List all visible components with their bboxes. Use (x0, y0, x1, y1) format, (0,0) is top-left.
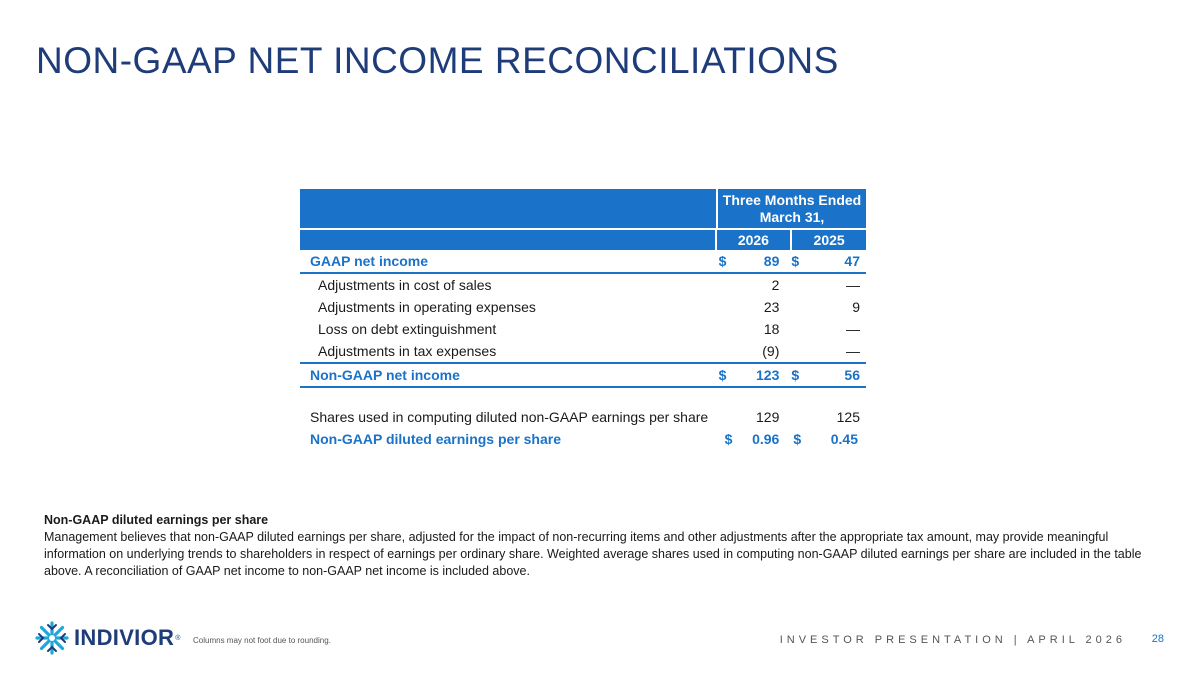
value-2026: 129 (756, 409, 780, 425)
row-label: GAAP net income (310, 253, 428, 269)
value-cell-2025 (785, 431, 866, 447)
page-title: NON-GAAP NET INCOME RECONCILIATIONS (36, 40, 839, 81)
value-cell-2026 (713, 321, 786, 337)
row-label: Adjustments in tax expenses (318, 343, 497, 359)
value-cell-2025 (785, 367, 866, 383)
company-logo (34, 620, 180, 656)
row-label: Non-GAAP net income (310, 367, 460, 383)
value-2025: 56 (844, 367, 860, 383)
reconciliation-table (300, 189, 866, 450)
page-number: 28 (1151, 633, 1164, 645)
value-cell-2026 (713, 367, 786, 383)
year-2025-header: 2025 (790, 230, 866, 250)
value-2026: 2 (771, 277, 780, 293)
value-2026: (9) (762, 343, 780, 359)
table-row (300, 274, 866, 296)
value-2026: 123 (756, 367, 780, 383)
indivior-snowflake-logo-icon (34, 620, 70, 656)
spacer (300, 388, 866, 406)
row-label: Shares used in computing diluted non-GAAP earnings per share (310, 409, 709, 425)
logo-wordmark: INDIVIOR (74, 625, 175, 650)
value-cell-2026 (713, 409, 786, 425)
explanatory-note (44, 512, 1159, 580)
value-2026: 18 (763, 321, 780, 337)
value-2026: 23 (763, 299, 780, 315)
gaap-net-income-row (300, 250, 866, 274)
period-header: Three Months Ended March 31, (716, 189, 866, 228)
currency-symbol: $ (718, 253, 727, 269)
value-2025: 9 (852, 299, 860, 315)
currency-symbol: $ (791, 253, 800, 269)
value-cell-2025 (785, 409, 866, 425)
currency-symbol: $ (793, 431, 802, 447)
header-blank-cell (300, 230, 715, 250)
rounding-footnote: Columns may not foot due to rounding. (193, 636, 331, 645)
row-label: Adjustments in operating expenses (318, 299, 536, 315)
row-label: Adjustments in cost of sales (318, 277, 492, 293)
value-cell-2025 (785, 343, 866, 359)
value-2025: 125 (836, 409, 860, 425)
note-body: Management believes that non-GAAP diluted earnings per share, adjusted for the impact of non-recurring items and other adjustments after the appropriate tax amount, may provide meaningful information on underlying trends to shareholders in respect of earnings per ordinary share. Weighted average shares used in computing non-GAAP diluted earnings per share are included in the table above. A reconciliation of GAAP net income to non-GAAP net income is included above. (44, 530, 1142, 578)
table-row (300, 340, 866, 364)
shares-row (300, 406, 866, 428)
value-cell-2025 (785, 277, 866, 293)
header-blank-cell (300, 189, 716, 228)
value-cell-2025 (785, 299, 866, 315)
value-cell-2025 (785, 253, 866, 269)
registered-mark: ® (175, 634, 181, 642)
table-header-period-row (300, 189, 866, 228)
presentation-label: INVESTOR PRESENTATION | APRIL 2026 (779, 634, 1126, 646)
value-cell-2026 (713, 277, 786, 293)
year-2026-header: 2026 (715, 230, 791, 250)
value-cell-2026 (713, 299, 786, 315)
value-cell-2026 (713, 343, 786, 359)
value-cell-2025 (785, 321, 866, 337)
table-header-years-row (300, 228, 866, 250)
value-2026: 89 (763, 253, 780, 269)
currency-symbol: $ (791, 367, 800, 383)
value-2025: — (846, 277, 860, 293)
non-gaap-net-income-row (300, 364, 866, 388)
currency-symbol: $ (718, 367, 727, 383)
table-row (300, 296, 866, 318)
note-heading: Non-GAAP diluted earnings per share (44, 513, 269, 527)
row-label: Loss on debt extinguishment (318, 321, 497, 337)
table-row (300, 318, 866, 340)
value-cell-2026 (713, 431, 786, 447)
value-cell-2026 (713, 253, 786, 269)
value-2025: — (846, 343, 860, 359)
eps-row (300, 428, 866, 450)
value-2025: 0.45 (830, 431, 858, 447)
value-2025: — (846, 321, 860, 337)
currency-symbol: $ (724, 431, 733, 447)
row-label: Non-GAAP diluted earnings per share (310, 431, 562, 447)
value-2025: 47 (844, 253, 860, 269)
value-2026: 0.96 (752, 431, 780, 447)
